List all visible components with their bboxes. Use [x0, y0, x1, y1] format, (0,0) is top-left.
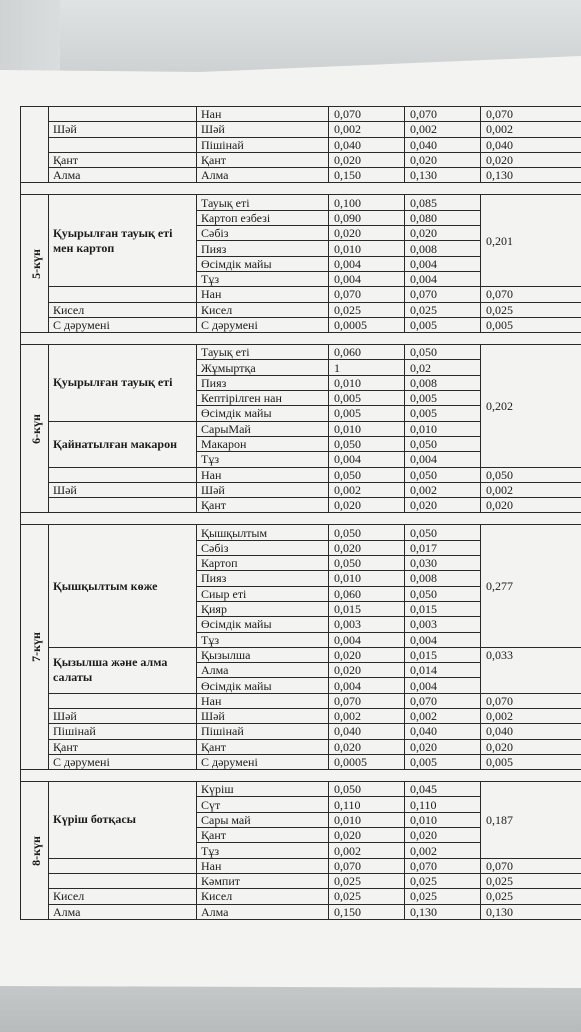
output-cell: 0,201 — [481, 195, 581, 287]
gross-cell: 0,150 — [329, 904, 405, 919]
dish-cell: Қышқылтым көже — [49, 525, 197, 647]
gross-cell: 0,010 — [329, 375, 405, 390]
output-cell: 0,202 — [481, 345, 581, 467]
gross-cell: 0,060 — [329, 345, 405, 360]
net-cell: 0,008 — [405, 375, 481, 390]
net-cell: 0,008 — [405, 241, 481, 256]
table-row — [21, 287, 581, 302]
gross-cell: 0,150 — [329, 168, 405, 183]
output-cell: 0,002 — [481, 708, 581, 723]
gross-cell: 0,0005 — [329, 754, 405, 769]
day-cell — [21, 525, 49, 770]
net-cell: 0,025 — [405, 873, 481, 888]
dish-cell — [49, 693, 197, 708]
gross-cell: 0,002 — [329, 122, 405, 137]
net-cell: 0,030 — [405, 556, 481, 571]
net-cell: 0,004 — [405, 452, 481, 467]
product-cell: Тұз — [197, 452, 329, 467]
product-cell: Шәй — [197, 708, 329, 723]
output-cell: 0,277 — [481, 525, 581, 647]
separator-row — [21, 770, 581, 782]
net-cell: 0,045 — [405, 782, 481, 797]
product-cell: Қант — [197, 739, 329, 754]
product-cell: Кептірілген нан — [197, 391, 329, 406]
table-row — [21, 498, 581, 513]
gross-cell: 0,020 — [329, 828, 405, 843]
product-cell: Картоп езбезі — [197, 210, 329, 225]
product-cell: Нан — [197, 467, 329, 482]
gross-cell: 0,003 — [329, 617, 405, 632]
menu-table — [20, 106, 581, 920]
gross-cell: 0,020 — [329, 739, 405, 754]
net-cell: 0,040 — [405, 724, 481, 739]
day-label: 7-күн — [28, 632, 43, 663]
output-cell: 0,040 — [481, 137, 581, 152]
net-cell: 0,040 — [405, 137, 481, 152]
table-row — [21, 858, 581, 873]
net-cell: 0,02 — [405, 360, 481, 375]
net-cell: 0,020 — [405, 828, 481, 843]
gross-cell: 0,040 — [329, 137, 405, 152]
table-row — [21, 345, 581, 360]
day-label: 6-күн — [28, 413, 43, 444]
gross-cell: 0,020 — [329, 152, 405, 167]
net-cell: 0,005 — [405, 317, 481, 332]
product-cell: Пішінай — [197, 724, 329, 739]
product-cell: Қияр — [197, 601, 329, 616]
gross-cell: 0,090 — [329, 210, 405, 225]
gross-cell: 0,004 — [329, 632, 405, 647]
output-cell: 0,020 — [481, 739, 581, 754]
gross-cell: 0,005 — [329, 406, 405, 421]
net-cell: 0,050 — [405, 525, 481, 540]
net-cell: 0,015 — [405, 601, 481, 616]
gross-cell: 0,010 — [329, 571, 405, 586]
gross-cell: 0,070 — [329, 693, 405, 708]
dish-cell: Қайнатылған макарон — [49, 421, 197, 467]
gross-cell: 0,002 — [329, 843, 405, 858]
product-cell: Жұмыртқа — [197, 360, 329, 375]
gross-cell: 0,004 — [329, 271, 405, 286]
product-cell: С дәрумені — [197, 317, 329, 332]
gross-cell: 0,050 — [329, 556, 405, 571]
day-cell — [21, 345, 49, 513]
product-cell: Қызылша — [197, 647, 329, 662]
net-cell: 0,015 — [405, 647, 481, 662]
product-cell: Өсімдік майы — [197, 256, 329, 271]
product-cell: Пияз — [197, 241, 329, 256]
gross-cell: 0,010 — [329, 421, 405, 436]
output-cell: 0,070 — [481, 107, 581, 122]
net-cell: 0,110 — [405, 797, 481, 812]
gross-cell: 0,070 — [329, 287, 405, 302]
gross-cell: 0,010 — [329, 812, 405, 827]
gross-cell: 0,050 — [329, 467, 405, 482]
table-row — [21, 739, 581, 754]
net-cell: 0,050 — [405, 586, 481, 601]
separator-row — [21, 183, 581, 195]
dish-cell: Кисел — [49, 302, 197, 317]
net-cell: 0,050 — [405, 345, 481, 360]
dish-cell: Пішінай — [49, 724, 197, 739]
day-label: 5-күн — [28, 248, 43, 279]
day-cell — [21, 107, 49, 183]
product-cell: Кисел — [197, 302, 329, 317]
gross-cell: 0,025 — [329, 302, 405, 317]
net-cell: 0,070 — [405, 858, 481, 873]
gross-cell: 0,050 — [329, 525, 405, 540]
table-row — [21, 873, 581, 888]
gross-cell: 0,070 — [329, 107, 405, 122]
product-cell: Алма — [197, 168, 329, 183]
dish-cell: Алма — [49, 904, 197, 919]
day-label: 8-күн — [28, 835, 43, 866]
output-cell: 0,020 — [481, 152, 581, 167]
table-row — [21, 904, 581, 919]
separator-row — [21, 333, 581, 345]
gross-cell: 0,005 — [329, 391, 405, 406]
gross-cell: 0,004 — [329, 678, 405, 693]
output-cell: 0,130 — [481, 904, 581, 919]
net-cell: 0,020 — [405, 498, 481, 513]
output-cell: 0,025 — [481, 889, 581, 904]
net-cell: 0,004 — [405, 632, 481, 647]
product-cell: Қант — [197, 498, 329, 513]
gross-cell: 0,020 — [329, 540, 405, 555]
product-cell: Нан — [197, 693, 329, 708]
table-row — [21, 724, 581, 739]
product-cell: Тауық еті — [197, 345, 329, 360]
product-cell: СарыМай — [197, 421, 329, 436]
gross-cell: 0,0005 — [329, 317, 405, 332]
gross-cell: 0,050 — [329, 436, 405, 451]
product-cell: Сүт — [197, 797, 329, 812]
product-cell: Пияз — [197, 571, 329, 586]
gross-cell: 0,025 — [329, 873, 405, 888]
output-cell: 0,005 — [481, 317, 581, 332]
table-row — [21, 782, 581, 797]
dish-cell: Кисел — [49, 889, 197, 904]
product-cell: Кисел — [197, 889, 329, 904]
dish-cell — [49, 287, 197, 302]
gross-cell: 0,020 — [329, 663, 405, 678]
output-cell: 0,130 — [481, 168, 581, 183]
gross-cell: 0,020 — [329, 647, 405, 662]
net-cell: 0,002 — [405, 843, 481, 858]
net-cell: 0,070 — [405, 107, 481, 122]
gross-cell: 0,100 — [329, 195, 405, 210]
dish-cell: С дәрумені — [49, 317, 197, 332]
net-cell: 0,085 — [405, 195, 481, 210]
output-cell: 0,070 — [481, 858, 581, 873]
table-row — [21, 302, 581, 317]
product-cell: Күріш — [197, 782, 329, 797]
dish-cell: Шәй — [49, 122, 197, 137]
gross-cell: 0,025 — [329, 889, 405, 904]
product-cell: Пішінай — [197, 137, 329, 152]
output-cell: 0,070 — [481, 693, 581, 708]
gross-cell: 1 — [329, 360, 405, 375]
output-cell: 0,025 — [481, 302, 581, 317]
net-cell: 0,070 — [405, 287, 481, 302]
gross-cell: 0,050 — [329, 782, 405, 797]
net-cell: 0,004 — [405, 678, 481, 693]
dish-cell: Қант — [49, 152, 197, 167]
product-cell: Нан — [197, 287, 329, 302]
product-cell: Шәй — [197, 482, 329, 497]
gross-cell: 0,010 — [329, 241, 405, 256]
gross-cell: 0,110 — [329, 797, 405, 812]
gross-cell: 0,020 — [329, 226, 405, 241]
net-cell: 0,020 — [405, 226, 481, 241]
product-cell: Тұз — [197, 271, 329, 286]
output-cell: 0,025 — [481, 873, 581, 888]
net-cell: 0,130 — [405, 168, 481, 183]
net-cell: 0,005 — [405, 406, 481, 421]
table-row — [21, 168, 581, 183]
output-cell: 0,020 — [481, 498, 581, 513]
product-cell: Қант — [197, 152, 329, 167]
net-cell: 0,004 — [405, 271, 481, 286]
dish-cell — [49, 498, 197, 513]
dish-cell — [49, 873, 197, 888]
table-row — [21, 467, 581, 482]
net-cell: 0,003 — [405, 617, 481, 632]
table-row — [21, 482, 581, 497]
table-row — [21, 708, 581, 723]
product-cell: Нан — [197, 107, 329, 122]
dish-cell: Күріш ботқасы — [49, 782, 197, 858]
gross-cell: 0,070 — [329, 858, 405, 873]
product-cell: Қант — [197, 828, 329, 843]
dish-cell — [49, 107, 197, 122]
dish-cell: Қант — [49, 739, 197, 754]
table-row — [21, 195, 581, 210]
gross-cell: 0,015 — [329, 601, 405, 616]
dish-cell — [49, 137, 197, 152]
gross-cell: 0,002 — [329, 708, 405, 723]
product-cell: Сәбіз — [197, 226, 329, 241]
product-cell: Өсімдік майы — [197, 617, 329, 632]
table-row — [21, 754, 581, 769]
dish-cell — [49, 467, 197, 482]
net-cell: 0,004 — [405, 256, 481, 271]
net-cell: 0,050 — [405, 436, 481, 451]
gross-cell: 0,004 — [329, 256, 405, 271]
net-cell: 0,002 — [405, 708, 481, 723]
product-cell: Шәй — [197, 122, 329, 137]
net-cell: 0,002 — [405, 482, 481, 497]
product-cell: Алма — [197, 904, 329, 919]
output-cell: 0,070 — [481, 287, 581, 302]
table-row — [21, 525, 581, 540]
table-row — [21, 693, 581, 708]
dish-cell: С дәрумені — [49, 754, 197, 769]
net-cell: 0,014 — [405, 663, 481, 678]
product-cell: Алма — [197, 663, 329, 678]
separator-row — [21, 513, 581, 525]
output-cell: 0,005 — [481, 754, 581, 769]
net-cell: 0,005 — [405, 754, 481, 769]
net-cell: 0,080 — [405, 210, 481, 225]
gross-cell: 0,002 — [329, 482, 405, 497]
net-cell: 0,017 — [405, 540, 481, 555]
net-cell: 0,020 — [405, 152, 481, 167]
net-cell: 0,025 — [405, 302, 481, 317]
table-row — [21, 107, 581, 122]
dish-cell: Қуырылған тауық еті — [49, 345, 197, 421]
gross-cell: 0,004 — [329, 452, 405, 467]
product-cell: Тұз — [197, 632, 329, 647]
product-cell: Пияз — [197, 375, 329, 390]
net-cell: 0,070 — [405, 693, 481, 708]
product-cell: Қышқылтым — [197, 525, 329, 540]
product-cell: Сәбіз — [197, 540, 329, 555]
output-cell: 0,002 — [481, 482, 581, 497]
net-cell: 0,025 — [405, 889, 481, 904]
output-cell: 0,033 — [481, 647, 581, 693]
net-cell: 0,010 — [405, 421, 481, 436]
product-cell: С дәрумені — [197, 754, 329, 769]
net-cell: 0,010 — [405, 812, 481, 827]
dish-cell: Алма — [49, 168, 197, 183]
output-cell: 0,050 — [481, 467, 581, 482]
table-row — [21, 317, 581, 332]
product-cell: Сары май — [197, 812, 329, 827]
product-cell: Өсімдік майы — [197, 678, 329, 693]
dish-cell: Қызылша және алма салаты — [49, 647, 197, 693]
product-cell: Сиыр еті — [197, 586, 329, 601]
day-cell — [21, 195, 49, 333]
output-cell: 0,002 — [481, 122, 581, 137]
table-row — [21, 137, 581, 152]
product-cell: Нан — [197, 858, 329, 873]
table-row — [21, 152, 581, 167]
gross-cell: 0,040 — [329, 724, 405, 739]
gross-cell: 0,060 — [329, 586, 405, 601]
table-row — [21, 647, 581, 662]
table-row — [21, 122, 581, 137]
dish-cell: Қуырылған тауық еті мен картоп — [49, 195, 197, 287]
product-cell: Макарон — [197, 436, 329, 451]
output-cell: 0,040 — [481, 724, 581, 739]
product-cell: Өсімдік майы — [197, 406, 329, 421]
dish-cell: Шәй — [49, 482, 197, 497]
product-cell: Тауық еті — [197, 195, 329, 210]
day-cell — [21, 782, 49, 920]
product-cell: Кәмпит — [197, 873, 329, 888]
net-cell: 0,005 — [405, 391, 481, 406]
dish-cell — [49, 858, 197, 873]
gross-cell: 0,020 — [329, 498, 405, 513]
net-cell: 0,020 — [405, 739, 481, 754]
net-cell: 0,130 — [405, 904, 481, 919]
dish-cell: Шәй — [49, 708, 197, 723]
net-cell: 0,050 — [405, 467, 481, 482]
background-bottom — [0, 985, 581, 1032]
product-cell: Тұз — [197, 843, 329, 858]
output-cell: 0,187 — [481, 782, 581, 858]
product-cell: Картоп — [197, 556, 329, 571]
net-cell: 0,008 — [405, 571, 481, 586]
table-row — [21, 889, 581, 904]
net-cell: 0,002 — [405, 122, 481, 137]
